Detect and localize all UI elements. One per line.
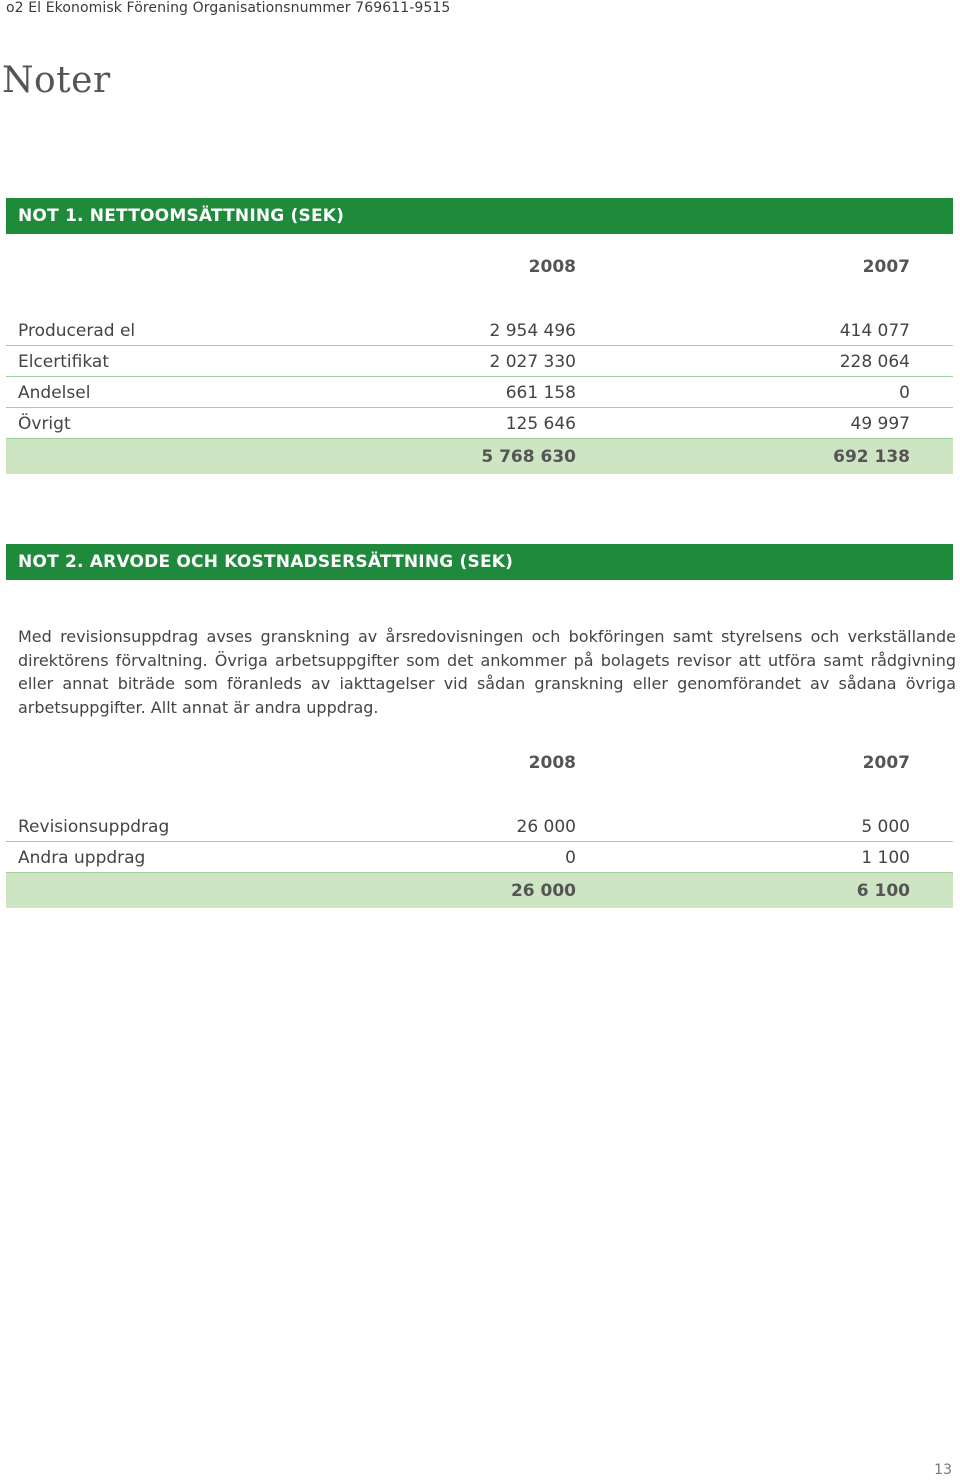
row-label: Elcertifikat <box>18 352 109 372</box>
value-2007: 49 997 <box>850 414 910 434</box>
table-row <box>6 842 953 873</box>
table-row <box>6 315 953 346</box>
value-2008: 0 <box>565 848 576 868</box>
note2-col-2008: 2008 <box>528 753 576 773</box>
table-row <box>6 346 953 377</box>
note2-description: Med revisionsuppdrag avses granskning av årsredovisningen och bokföringen samt styrelsens och verkställande direktörens förvaltning. Övriga arbetsuppgifter som det ankommer på bolagets revisor att utföra samt rådgivning eller annat biträde som föranleds av iakttagelser vid sådan granskning eller genomförandet av sådana övriga arbetsuppgifter. Allt annat är andra uppdrag. <box>18 627 956 717</box>
note1-col-2007: 2007 <box>862 257 910 277</box>
row-label: Andra uppdrag <box>18 848 146 868</box>
note2-title-bar: NOT 2. ARVODE OCH KOSTNADSERSÄTTNING (SEK) <box>6 544 953 580</box>
value-2007: 228 064 <box>839 352 910 372</box>
total-row <box>6 873 953 908</box>
value-2007: 0 <box>899 383 910 403</box>
value-2008: 2 027 330 <box>489 352 576 372</box>
value-2008: 125 646 <box>505 414 576 434</box>
table-row <box>6 811 953 842</box>
table-row <box>6 408 953 439</box>
table-row <box>6 377 953 408</box>
note1-col-2008: 2008 <box>528 257 576 277</box>
row-label: Producerad el <box>18 321 136 341</box>
value-2008: 661 158 <box>505 383 576 403</box>
value-2007: 414 077 <box>839 321 910 341</box>
row-label: Revisionsuppdrag <box>18 817 170 837</box>
value-2008: 26 000 <box>516 817 576 837</box>
total-2007: 692 138 <box>833 447 910 467</box>
total-2008: 26 000 <box>510 881 576 901</box>
page-title: Noter <box>2 60 111 101</box>
note1-title-bar: NOT 1. NETTOOMSÄTTNING (SEK) <box>6 198 953 234</box>
value-2008: 2 954 496 <box>489 321 576 341</box>
total-2008: 5 768 630 <box>481 447 576 467</box>
page-number: 13 <box>934 1462 952 1478</box>
row-label: Övrigt <box>18 414 71 434</box>
organisation-header: o2 El Ekonomisk Förening Organisationsnummer 769611-9515 <box>6 0 451 16</box>
note2-col-2007: 2007 <box>862 753 910 773</box>
total-row <box>6 439 953 474</box>
row-label: Andelsel <box>18 383 91 403</box>
value-2007: 1 100 <box>861 848 910 868</box>
value-2007: 5 000 <box>861 817 910 837</box>
total-2007: 6 100 <box>856 881 910 901</box>
